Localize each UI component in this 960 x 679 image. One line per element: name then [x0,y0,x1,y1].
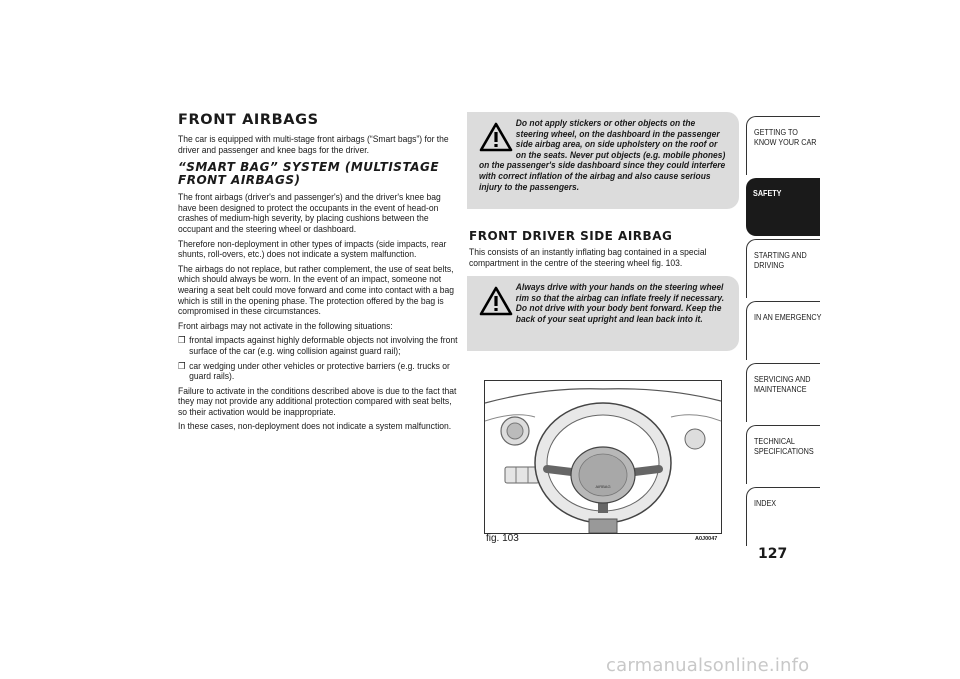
figure-code: A0J0047 [695,536,718,542]
steering-wheel-illustration [485,381,721,533]
tab-index[interactable] [746,487,820,546]
figure-caption: fig. 103 [486,533,519,544]
paragraph-cases: In these cases, non-deployment does not indicate a system malfunction. [178,421,452,432]
tab-technical[interactable] [746,425,820,484]
paragraph-driver-airbag: This consists of an instantly inflating bag contained in a special compartment in the centre of the steering wheel fig. 103. [469,247,707,268]
hub-airbag-label: AIRBAG [595,484,611,489]
bullet-item [178,335,468,356]
bullet-text: car wedging under other vehicles or protective barriers (e.g. trucks or guard rails). [189,360,450,382]
paragraph-situations: Front airbags may not activate in the following situations: [178,320,393,331]
tab-getting-to-know[interactable] [746,116,820,175]
tab-servicing[interactable] [746,363,820,422]
paragraph-seat-belts: The airbags do not replace, but rather complement, the use of seat belts, which should always be worn. In the event of an impact, someone not wearing a seat belt could move forward and come into contact with a bag which is still in the opening phase. The protection offered by the bag is compromised in these circumstances. [178,263,454,317]
paragraph-design: The front airbags (driver's and passenger's) and the driver's knee bag have been designed to protect the occupants in the event of head-on crashes of medium-high severity, by placing cushions between the occupant and the steering wheel or dashboard. [178,192,441,234]
subheading-smart-bag: “SMART BAG” SYSTEM (MULTISTAGE FRONT AIRBAGS) [178,160,440,188]
tab-emergency[interactable] [746,301,820,360]
page-number: 127 [758,546,788,562]
warning-box-stickers [467,112,739,209]
bullet-box-icon: ❒ [178,360,186,371]
paragraph-non-deployment: Therefore non-deployment in other types of impacts (side impacts, rear shunts, roll-overs, etc.) does not indicate a system malfunction. [178,238,447,260]
tab-label: GETTING TO KNOW YOUR CAR [754,127,817,147]
tab-label: STARTING AND DRIVING [754,250,807,270]
tab-safety[interactable] [746,178,820,236]
intro-paragraph: The car is equipped with multi-stage front airbags (“Smart bags”) for the driver and passenger and knee bags for the driver. [178,134,449,155]
warning-box-hands [467,276,739,351]
bullet-item [178,361,468,382]
warning-text: Always drive with your hands on the steering wheel rim so that the airbag can inflate freely if necessary. Do not drive with your body bent forward. Keep the back of your seat upright and lean back into it. [515,282,725,324]
watermark-text: carmanualsonline.info [606,655,810,676]
warning-text: Do not apply stickers or other objects on the steering wheel, on the dashboard in the passenger side airbag area, on side upholstery on the roof or on the seats. Never put objects (e.g. mobile phones) on the passenger's side dashboard since they could interfere with correct inflation of the airbag and also cause serious injury to the passengers. [479,118,726,192]
tab-starting-driving[interactable] [746,239,820,298]
bullet-text: frontal impacts against highly deformable objects not involving the front surface of the car (e.g. wing collision against guard rail); [189,335,458,356]
tab-label: TECHNICAL SPECIFICATIONS [754,436,814,456]
bullet-box-icon: ❒ [178,335,186,346]
section-heading-driver-airbag: FRONT DRIVER SIDE AIRBAG [469,229,673,243]
right-column [467,112,739,351]
paragraph-failure: Failure to activate in the conditions described above is due to the fact that they may not provide any additional protection compared with seat belts, so their activation would be inappropriate. [178,385,457,417]
section-heading-front-airbags: FRONT AIRBAGS [178,112,319,128]
tab-label: INDEX [754,498,777,508]
tab-label: SERVICING AND MAINTENANCE [754,374,811,394]
figure-steering-wheel [484,380,722,534]
tab-label: SAFETY [753,188,782,198]
chapter-sidebar [746,116,820,549]
left-column [178,112,458,436]
tab-label: IN AN EMERGENCY [754,312,822,322]
